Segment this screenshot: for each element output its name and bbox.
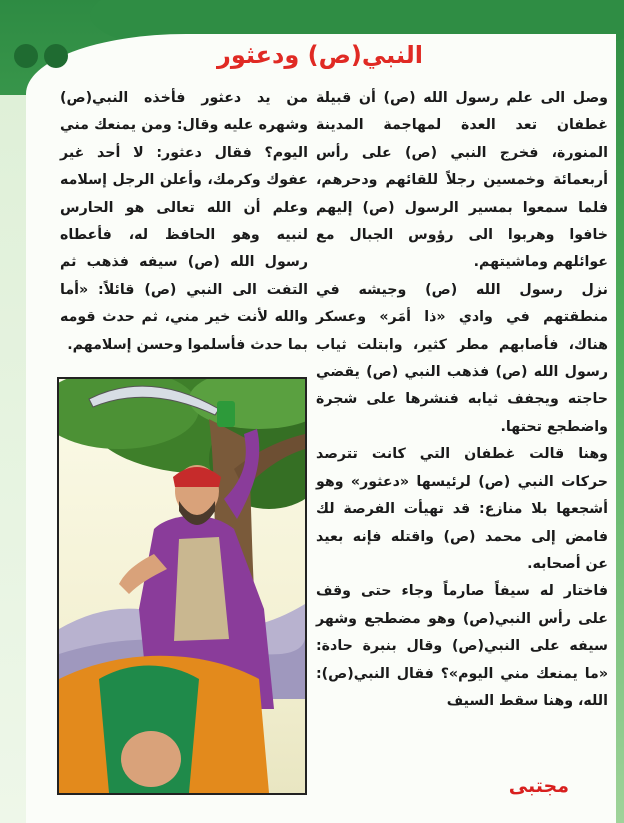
- paragraph: فاختار له سيفاً صارماً وجاء حتى وقف على رأس النبي(ص) وهو مضطجع وشهر سيفه على النبي(ص) وقال بنبرة حادة: «ما يمنعك مني اليوم»؟ فقال النبي(ص): الله، وهنا سقط السيف: [316, 583, 608, 709]
- paragraph: وصل الى علم رسول الله (ص) أن قبيلة غطفان تعد العدة لمهاجمة المدينة المنورة، فخرج النبي (ص) على رأس أربعمائة وخمسين رجلاً للقائهم ودحرهم، فلما سمعوا بمسير الرسول (ص) إليهم خافوا وهربوا الى رؤوس الجبال مع عوائلهم وماشيتهم.: [316, 90, 608, 271]
- paragraph: وهنا قالت غطفان التي كانت تترصد حركات النبي (ص) لرئيسها «دعثور» وهو أشجعها بلا منازع: قد تهيأت الفرصة لك فامض إلى محمد (ص) واقتله فإنه بعيد عن أصحابه.: [316, 446, 608, 572]
- article-column-left: [60, 85, 308, 359]
- article-title: النبي(ص) ودعثور: [217, 41, 423, 69]
- decor-dot-icon: [44, 44, 68, 68]
- story-illustration: [57, 377, 307, 795]
- illustration-drawing: [59, 379, 305, 793]
- paragraph: من يد دعثور فأخذه النبي(ص) وشهره عليه وقال: ومن يمنعك مني اليوم؟ فقال دعثور: لا أحد غير عفوك وكرمك، وأعلن الرجل إسلامه وعلم أن الله تعالى هو الحارس لنبيه وهو الحافظ له، فأعطاه رسول الله (ص) سيفه فذهب ثم التفت الى النبي (ص) قائلاً: «أما والله لأنت خير مني، ثم حدث قومه بما حدث فأسلموا وحسن إسلامهم.: [60, 90, 308, 353]
- magazine-logo: مجتبى: [508, 775, 569, 797]
- left-frame-strip: [0, 95, 28, 823]
- article-column-right: [316, 85, 608, 715]
- decor-dot-icon: [14, 44, 38, 68]
- paragraph: نزل رسول الله (ص) وجيشه في منطقتهم في وادي «ذا أمَر» وعسكر هناك، فأصابهم مطر كثير، وابتلت ثياب رسول الله (ص) فذهب النبي (ص) يقضي حاجته ويجفف ثيابه فنشرها على شجرة واضطجع تحتها.: [316, 281, 608, 435]
